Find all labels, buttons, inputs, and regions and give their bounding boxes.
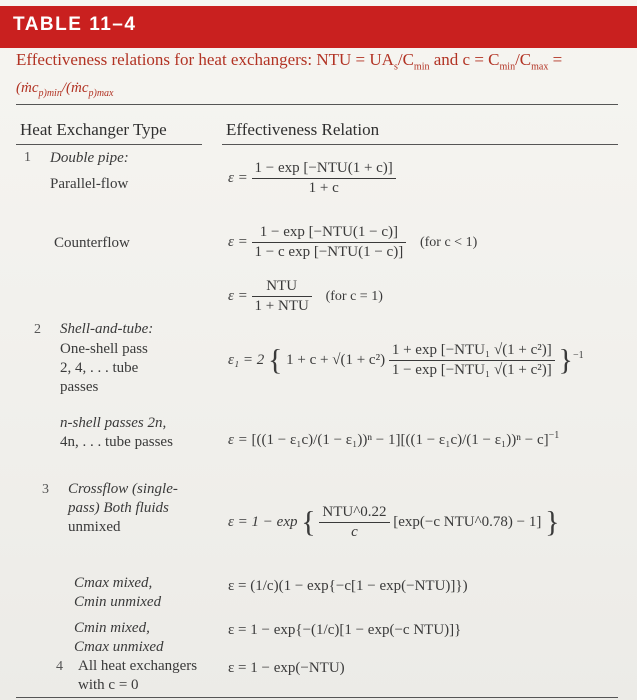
row-1b-equation: ε = $\frac{\text{1 − exp [−NTU(1 − c)]}}{\text{1 − c exp [−NTU(1 − c)]}}$ (for c < 1) [228, 224, 478, 260]
top-rule [16, 104, 618, 105]
row-1a-label: Parallel-flow [50, 176, 129, 192]
row-2-type: Shell-and-tube: [60, 321, 154, 337]
table-title-bar [0, 6, 637, 48]
header-rule-right [222, 144, 618, 145]
row-2b-label-1: n-shell passes 2n, [60, 415, 167, 431]
header-type: Heat Exchanger Type [20, 120, 167, 139]
row-3b-label-1: Cmax mixed, [74, 575, 153, 591]
row-3-type-2: pass) Both fluids [68, 500, 169, 516]
row-1c-equation: ε = $\frac{\text{NTU}}{\text{1 + NTU}}$ (for c = 1) [228, 278, 383, 314]
row-3b-equation: ε = (1/c)(1 − exp{−c[1 − exp(−NTU)]}) [228, 578, 468, 594]
row-2a-label-2: 2, 4, . . . tube [60, 360, 139, 376]
bottom-rule [16, 697, 618, 698]
row-1a-equation: ε = $\frac{\text{1 − exp [−NTU(1 + c)]}}{1 + c}$ [228, 160, 396, 197]
row-2b-equation: $\varepsilon = [((1 - \varepsilon_1c)/(1 - \varepsilon_1))^n - 1][((1 - \varepsilon_1c)/(1 - \varepsilon_1))^n - c]^{-1}$ [228, 430, 560, 448]
row-4-equation: ε = 1 − exp(−NTU) [228, 660, 345, 676]
row-1b-label: Counterflow [54, 235, 130, 251]
table-caption: Effectiveness relations for heat exchangers: NTU = $UA_s/C_{min}$ and $c = C_{min}/C_{max}$ = (ṁc$_{p)min}$/(ṁc$_{p)max}$ [16, 50, 616, 104]
row-2a-equation: ε₁ = 2 { 1 + c + √(1 + c²) $\frac{\text{1 + exp [−NTU₁ √(1 + c²)]}}{\text{1 − exp [−NTU₁ √(1 + c²)]}}$ }$^{-1}$ [228, 342, 584, 378]
row-3c-equation: ε = 1 − exp{−(1/c)[1 − exp(−c NTU)]} [228, 622, 462, 638]
row-3-number: 3 [42, 482, 49, 497]
caption-line-2: (ṁc$_{p)min}$/(ṁc$_{p)max}$ [16, 80, 114, 100]
row-1-type: Double pipe: [50, 150, 129, 166]
row-4-number: 4 [56, 659, 63, 674]
row-3a-equation: ε = 1 − exp { $\frac{\text{NTU\textasciicircum{}0.22}}{c}$ [exp(−c NTU^0.78) − 1] } [228, 504, 560, 540]
row-4-type-1: All heat exchangers [78, 658, 198, 674]
row-2a-label-3: passes [60, 379, 99, 395]
row-2-number: 2 [34, 322, 41, 337]
row-2b-label-2: 4n, . . . tube passes [60, 434, 173, 450]
row-3b-label-2: Cmin unmixed [74, 594, 162, 610]
row-3c-label-1: Cmin mixed, [74, 620, 150, 636]
row-3-type-1: Crossflow (single- [68, 481, 178, 497]
table-title: TABLE 11–4 [13, 14, 137, 35]
row-4-type-2: with c = 0 [78, 677, 139, 693]
row-3c-label-2: Cmax unmixed [74, 639, 164, 655]
row-1-number: 1 [24, 150, 31, 165]
header-relation: Effectiveness Relation [226, 120, 380, 139]
row-3a-label: unmixed [68, 519, 121, 535]
row-2a-label-1: One-shell pass [60, 341, 148, 357]
header-rule-left [16, 144, 202, 145]
